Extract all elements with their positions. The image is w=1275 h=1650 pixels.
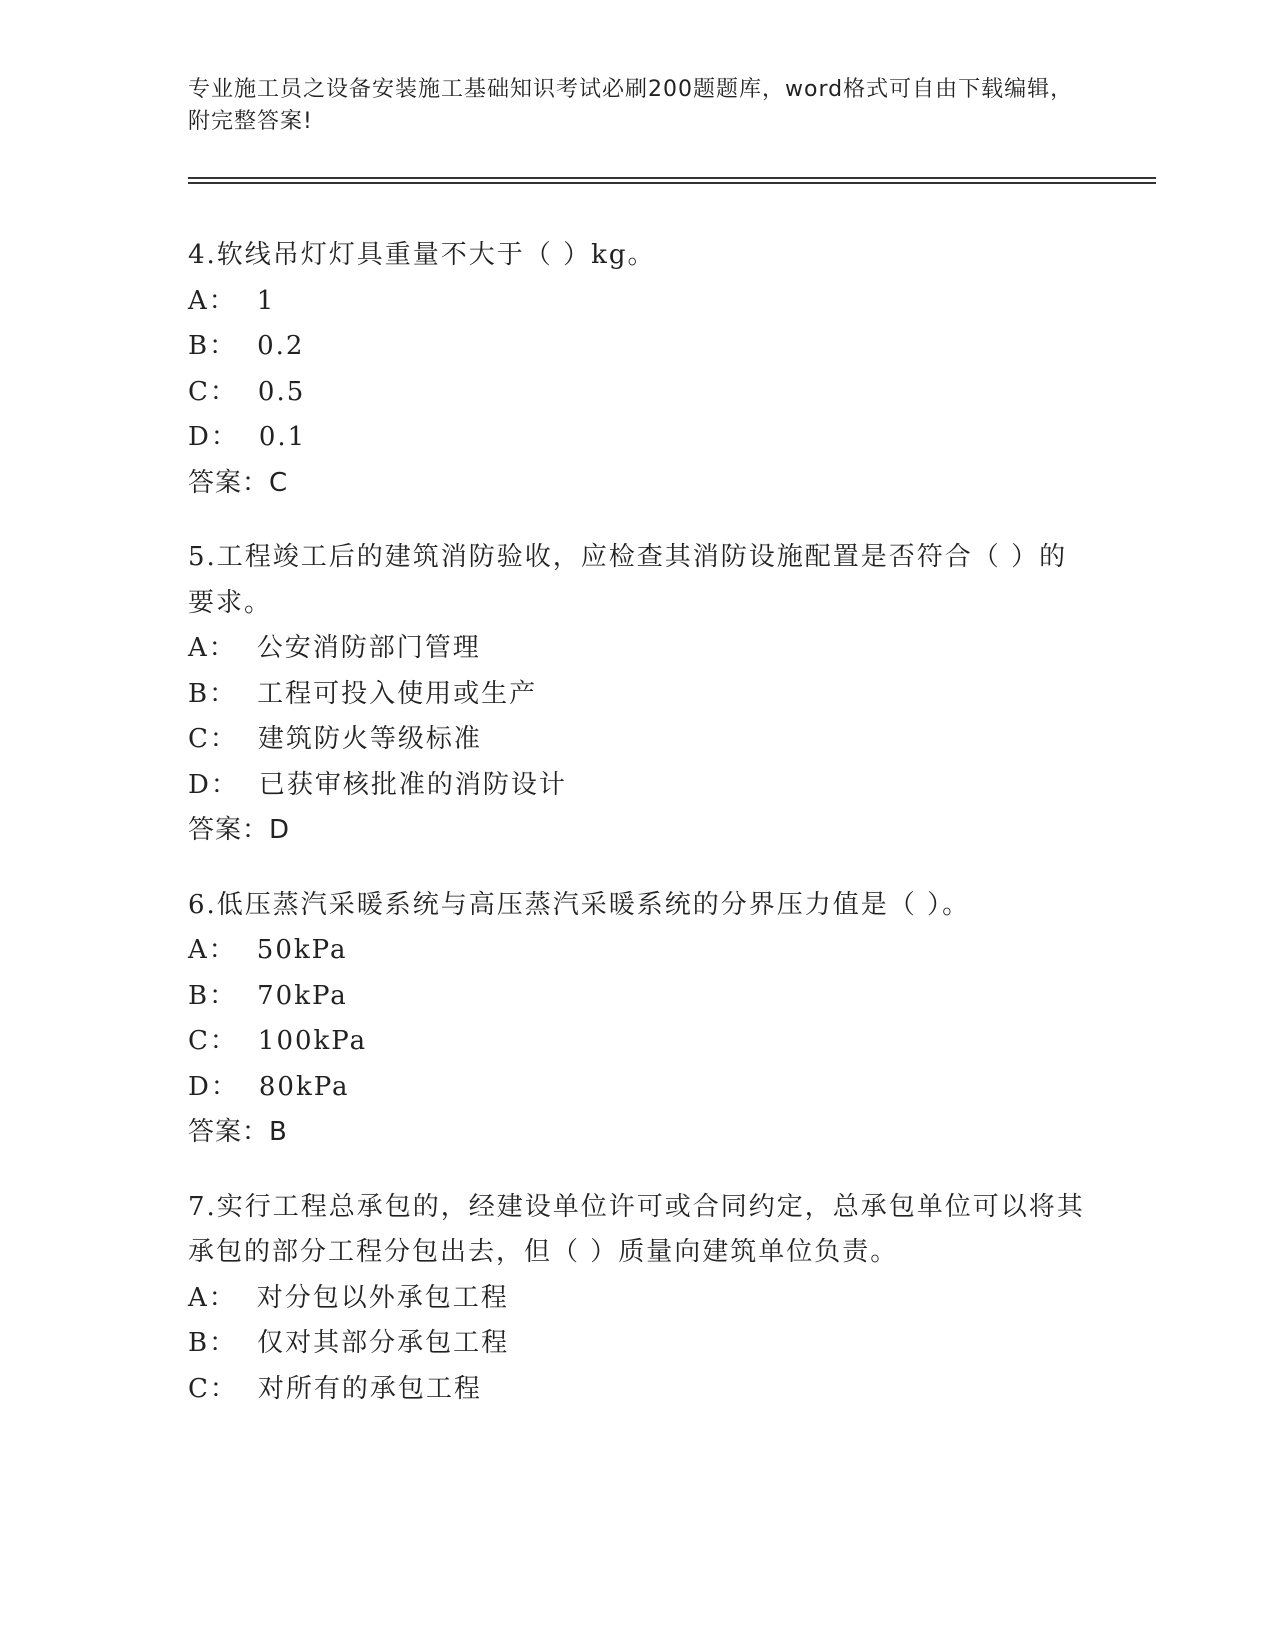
- option-b: [188, 1321, 1088, 1367]
- question-stem: 6.低压蒸汽采暖系统与高压蒸汽采暖系统的分界压力值是（ ）。: [188, 889, 971, 920]
- question-stem: 7.实行工程总承包的，经建设单位许可或合同约定，总承包单位可以将其承包的部分工程分包出去，但（ ）质量向建筑单位负责。: [188, 1191, 1085, 1267]
- option-key: C：: [188, 1026, 238, 1056]
- question-list: [188, 233, 1088, 1441]
- document-header: [188, 74, 1088, 138]
- option-text: 已获审核批准的消防设计: [258, 769, 567, 800]
- option-c: [188, 717, 1088, 763]
- option-d: [188, 1065, 1088, 1111]
- document-title: 专业施工员之设备安装施工基础知识考试必刷200题题库，word格式可自由下载编辑，附完整答案!: [188, 77, 1074, 134]
- option-key: D：: [188, 422, 239, 452]
- option-b: [188, 974, 1088, 1020]
- answer-line: 答案：C: [188, 467, 289, 498]
- option-text: 仅对其部分承包工程: [257, 1328, 510, 1358]
- question-stem: 5.工程竣工后的建筑消防验收，应检查其消防设施配置是否符合（ ）的要求。: [188, 542, 1068, 618]
- header-divider-bottom: [188, 182, 1156, 184]
- option-text: 80kPa: [258, 1071, 350, 1102]
- option-key: B：: [188, 1328, 238, 1358]
- option-text: 建筑防火等级标准: [257, 724, 482, 754]
- option-key: B：: [188, 331, 238, 361]
- option-text: 0.5: [257, 376, 306, 407]
- option-b: [188, 324, 1088, 370]
- option-text: 50kPa: [256, 935, 348, 965]
- option-key: A：: [188, 633, 237, 663]
- option-text: 对所有的承包工程: [257, 1373, 482, 1404]
- answer-line: 答案：B: [188, 1117, 288, 1147]
- option-key: B：: [188, 678, 238, 709]
- option-d: [188, 763, 1088, 809]
- option-key: C：: [188, 376, 238, 407]
- question-7: [188, 1185, 1088, 1413]
- answer-line: 答案：D: [188, 815, 291, 845]
- option-text: 工程可投入使用或生产: [257, 678, 538, 709]
- option-text: 0.2: [257, 331, 305, 361]
- option-c: [188, 370, 1088, 416]
- question-stem: 4.软线吊灯灯具重量不大于（ ）kg。: [188, 240, 656, 270]
- question-6: [188, 883, 1088, 1156]
- option-key: D：: [188, 769, 239, 800]
- option-a: [188, 626, 1088, 672]
- question-4: [188, 233, 1088, 506]
- option-d: [188, 415, 1088, 461]
- option-c: [188, 1367, 1088, 1413]
- question-5: [188, 535, 1088, 854]
- option-key: C：: [188, 724, 238, 754]
- option-key: A：: [188, 935, 237, 965]
- option-text: 0.1: [258, 422, 307, 452]
- option-text: 1: [256, 285, 276, 316]
- option-text: 100kPa: [257, 1026, 368, 1056]
- option-key: A：: [188, 1282, 237, 1313]
- option-key: D：: [188, 1071, 239, 1102]
- option-key: B：: [188, 980, 238, 1011]
- option-text: 公安消防部门管理: [256, 633, 481, 663]
- option-text: 70kPa: [257, 980, 348, 1011]
- option-b: [188, 672, 1088, 718]
- header-divider-top: [188, 177, 1156, 179]
- option-c: [188, 1019, 1088, 1065]
- option-key: C：: [188, 1373, 238, 1404]
- option-text: 对分包以外承包工程: [256, 1282, 509, 1313]
- option-a: [188, 1276, 1088, 1322]
- option-a: [188, 928, 1088, 974]
- option-a: [188, 279, 1088, 325]
- option-key: A：: [188, 285, 237, 316]
